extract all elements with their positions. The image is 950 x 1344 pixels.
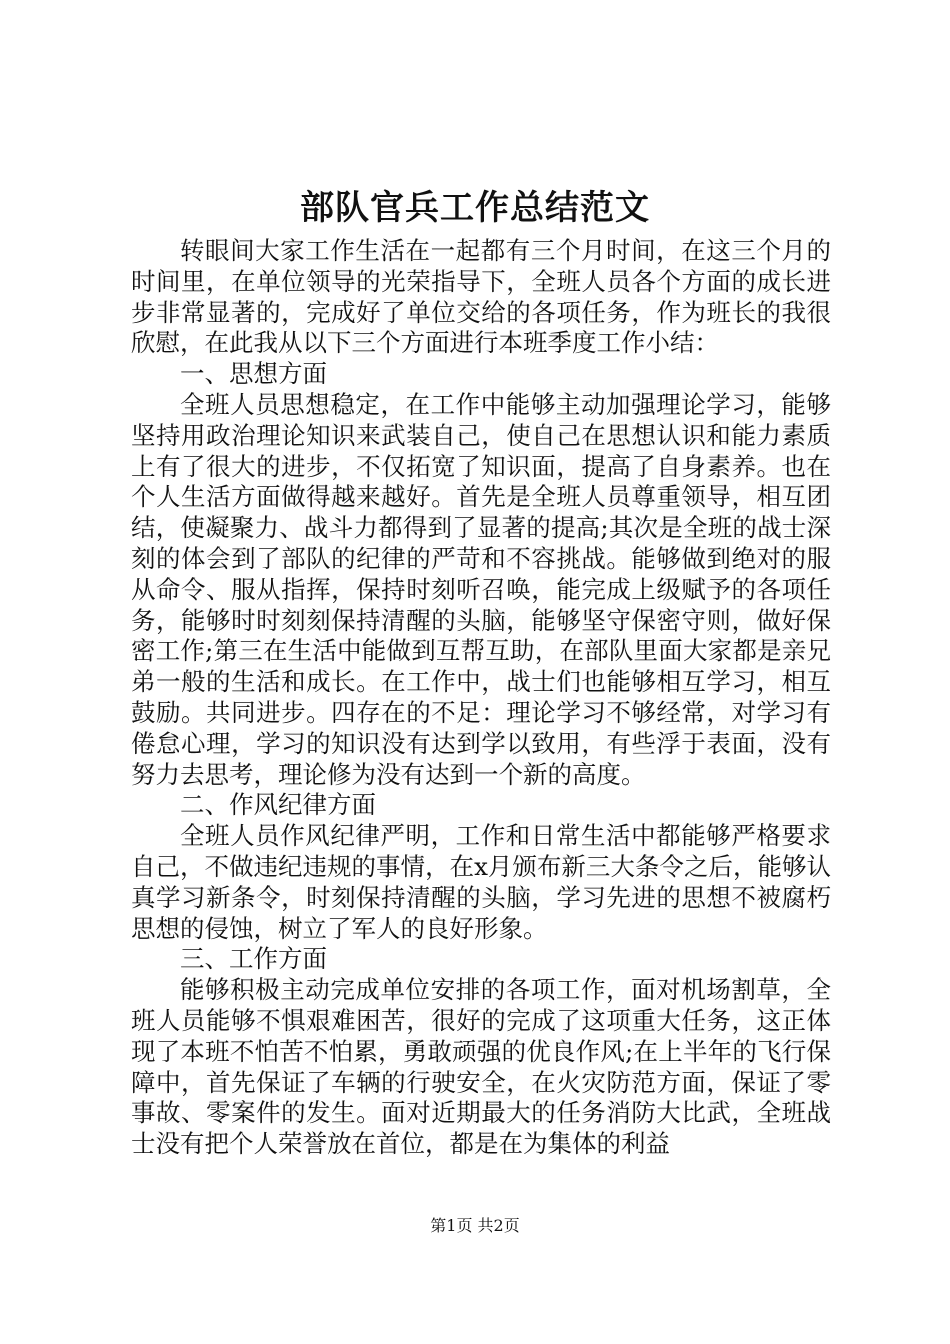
- document-title: 部队官兵工作总结范文: [300, 188, 650, 228]
- document-body: [131, 236, 831, 1160]
- paragraph-work: 能够积极主动完成单位安排的各项工作，面对机场割草，全班人员能够不惧艰难困苦，很好的完成了这项重大任务，这正体现了本班不怕苦不怕累，勇敢顽强的优良作风;在上半年的飞行保障中，首先保证了车辆的行驶安全，在火灾防范方面，保证了零事故、零案件的发生。面对近期最大的任务消防大比武，全班战士没有把个人荣誉放在首位，都是在为集体的利益: [131, 975, 831, 1159]
- section-heading-thought: 一、思想方面: [180, 359, 327, 389]
- paragraph-discipline: 全班人员作风纪律严明，工作和日常生活中都能够严格要求自己，不做违纪违规的事情，在x月颁布新三大条令之后，能够认真学习新条令，时刻保持清醒的头脑，学习先进的思想不被腐朽思想的侵蚀，树立了军人的良好形象。: [131, 821, 831, 943]
- paragraph-thought: 全班人员思想稳定，在工作中能够主动加强理论学习，能够坚持用政治理论知识来武装自己，使自己在思想认识和能力素质上有了很大的进步，不仅拓宽了知识面，提高了自身素养。也在个人生活方面做得越来越好。首先是全班人员尊重领导，相互团结，使凝聚力、战斗力都得到了显著的提高;其次是全班的战士深刻的体会到了部队的纪律的严苛和不容挑战。能够做到绝对的服从命令、服从指挥，保持时刻听召唤，能完成上级赋予的各项任务，能够时时刻刻保持清醒的头脑，能够坚守保密守则，做好保密工作;第三在生活中能做到互帮互助，在部队里面大家都是亲兄弟一般的生活和成长。在工作中，战士们也能够相互学习，相互鼓励。共同进步。四存在的不足：理论学习不够经常，对学习有倦怠心理，学习的知识没有达到学以致用，有些浮于表面，没有努力去思考，理论修为没有达到一个新的高度。: [131, 389, 831, 789]
- section-heading-work: 三、工作方面: [180, 944, 327, 974]
- section-heading-discipline: 二、作风纪律方面: [180, 790, 376, 820]
- paragraph-intro: 转眼间大家工作生活在一起都有三个月时间，在这三个月的时间里，在单位领导的光荣指导下，全班人员各个方面的成长进步非常显著的，完成好了单位交给的各项任务，作为班长的我很欣慰，在此我从以下三个方面进行本班季度工作小结：: [131, 236, 831, 358]
- page-footer: 第1页 共2页: [430, 1216, 520, 1235]
